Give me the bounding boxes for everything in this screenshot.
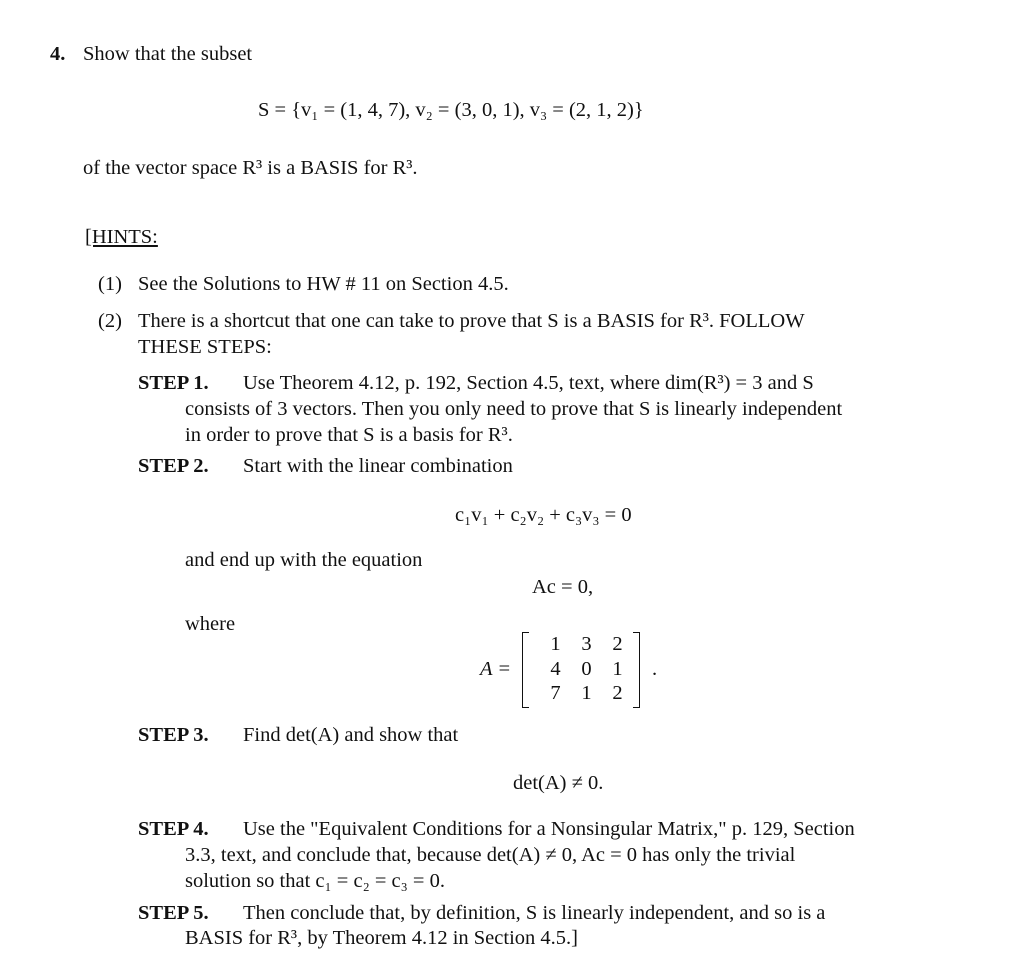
- problem-conclusion: of the vector space R³ is a BASIS for R³.: [83, 157, 418, 179]
- step5-text-2: BASIS for R³, by Theorem 4.12 in Section 4.5.]: [185, 927, 578, 949]
- step2-text-2: and end up with the equation: [185, 549, 423, 571]
- hint1-number: (1): [98, 273, 122, 295]
- where-text: where: [185, 613, 236, 635]
- matrix-entries: [540, 632, 633, 706]
- matrix-lhs: A =: [480, 658, 512, 680]
- matrix-cell: 1: [612, 657, 623, 680]
- step4-label: STEP 4.: [138, 818, 209, 840]
- step2-text: Start with the linear combination: [243, 455, 513, 477]
- step2-label: STEP 2.: [138, 455, 209, 477]
- set-formula: S = {v₁ = (1, 4, 7), v₂ = (3, 0, 1), v₃ = (2, 1, 2)}: [258, 99, 644, 121]
- matrix-cell: 1: [550, 633, 561, 656]
- hints-heading: [HINTS:: [85, 226, 158, 248]
- determinant-formula: det(A) ≠ 0.: [513, 772, 604, 794]
- left-bracket: [522, 632, 529, 708]
- step3-label: STEP 3.: [138, 724, 209, 746]
- problem-intro: Show that the subset: [83, 43, 253, 65]
- problem-number: 4.: [50, 43, 66, 65]
- matrix-cell: 2: [612, 633, 623, 656]
- matrix-cell: 1: [581, 682, 592, 705]
- step3-text: Find det(A) and show that: [243, 724, 459, 746]
- hint2-number: (2): [98, 310, 122, 332]
- step1-text-3: in order to prove that S is a basis for R³.: [185, 424, 513, 446]
- matrix-cell: 3: [581, 633, 592, 656]
- matrix-period: .: [652, 658, 658, 680]
- hint2-text-cont: THESE STEPS:: [138, 336, 272, 358]
- step4-text: Use the "Equivalent Conditions for a Nonsingular Matrix," p. 129, Section: [243, 818, 855, 840]
- matrix-equation: Ac = 0,: [532, 576, 594, 598]
- step1-text-2: consists of 3 vectors. Then you only need to prove that S is linearly independent: [185, 398, 843, 420]
- step1-text: Use Theorem 4.12, p. 192, Section 4.5, text, where dim(R³) = 3 and S: [243, 372, 814, 394]
- step4-text-3: solution so that c₁ = c₂ = c₃ = 0.: [185, 870, 445, 892]
- hint1-text: See the Solutions to HW # 11 on Section 4.5.: [138, 273, 509, 295]
- step1-label: STEP 1.: [138, 372, 209, 394]
- matrix-cell: 0: [581, 657, 592, 680]
- right-bracket: [633, 632, 640, 708]
- hint2-text: There is a shortcut that one can take to prove that S is a BASIS for R³. FOLLOW: [138, 310, 805, 332]
- linear-combination-formula: c₁v₁ + c₂v₂ + c₃v₃ = 0: [455, 504, 632, 526]
- step5-text: Then conclude that, by definition, S is linearly independent, and so is a: [243, 902, 826, 924]
- matrix-cell: 2: [612, 682, 623, 705]
- step5-label: STEP 5.: [138, 902, 209, 924]
- matrix-cell: 4: [550, 657, 561, 680]
- matrix-cell: 7: [550, 682, 561, 705]
- step4-text-2: 3.3, text, and conclude that, because det(A) ≠ 0, Ac = 0 has only the trivial: [185, 844, 796, 866]
- matrix-A: [522, 632, 640, 708]
